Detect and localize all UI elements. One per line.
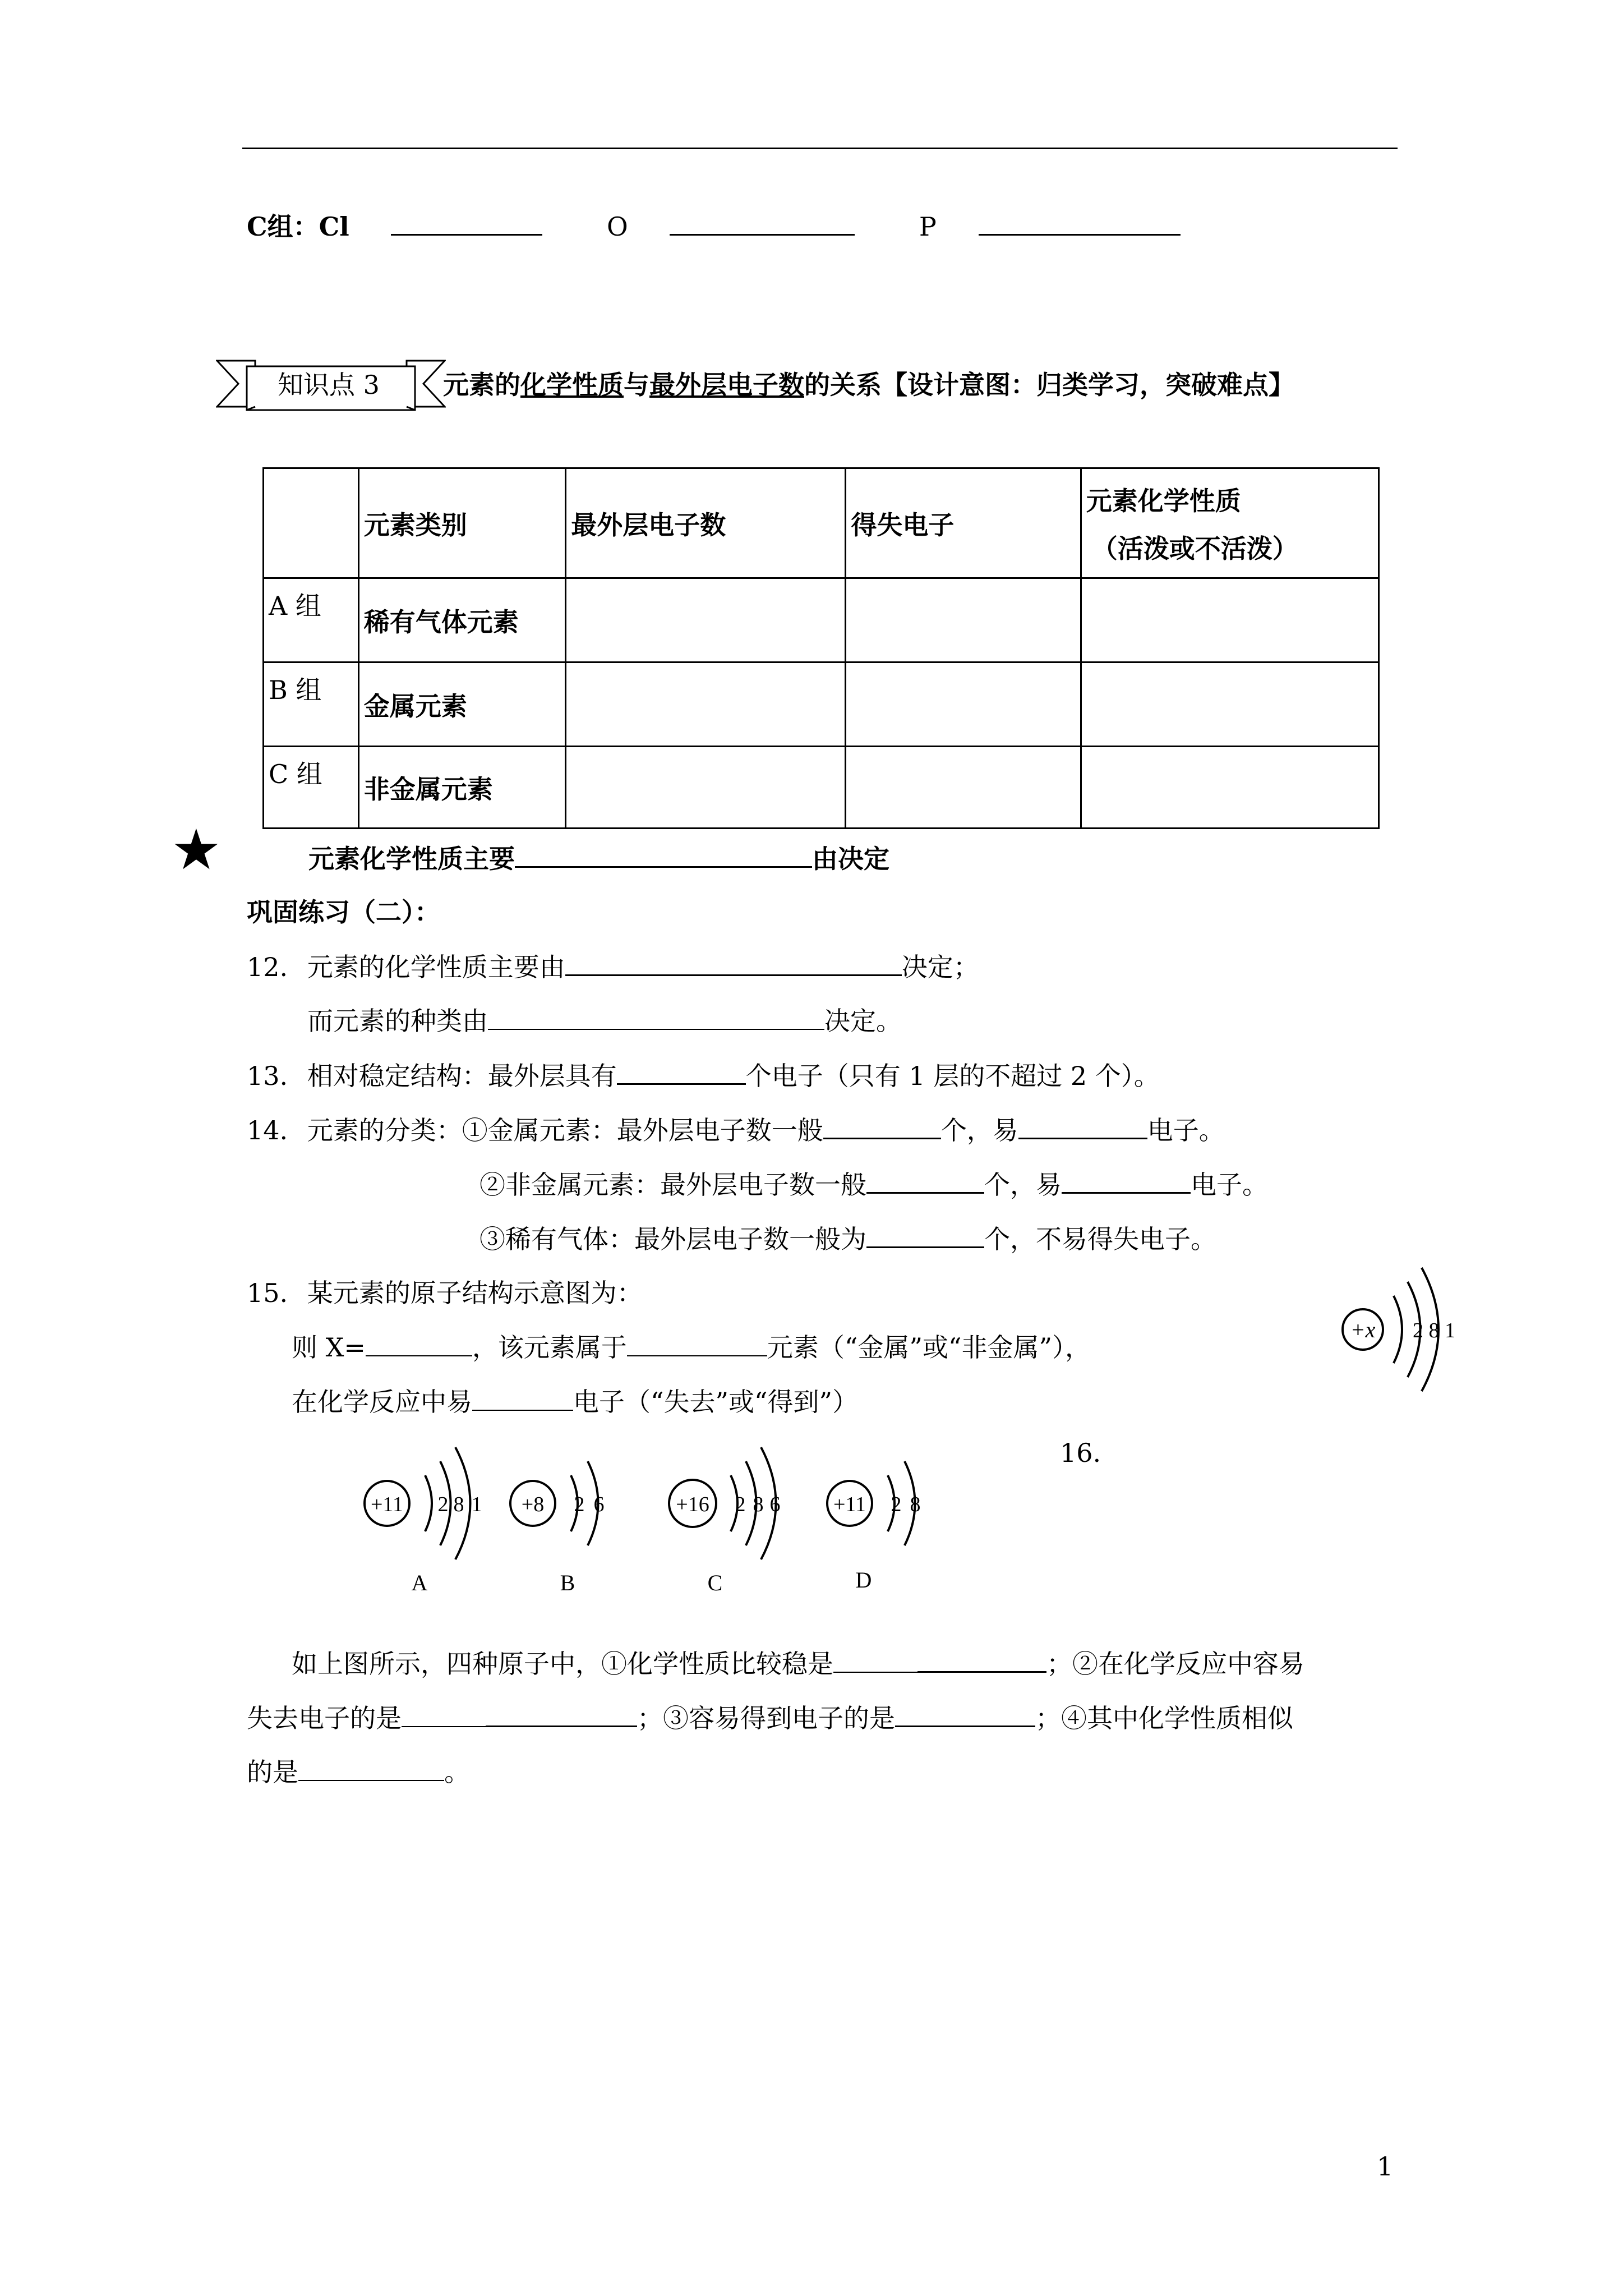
row-category: 稀有气体元素 [358, 578, 565, 662]
title-pre: 元素的 [443, 370, 520, 400]
q14-l1-text-a: 元素的分类：①金属元素：最外层电子数一般 [307, 1115, 823, 1145]
q14-line3 [479, 1222, 1216, 1256]
table-header-empty [264, 468, 359, 578]
atom-c-shell-1: 2 [735, 1493, 746, 1516]
q16-text-l1a: 如上图所示，四种原子中，①化学性质比较稳是 [292, 1649, 833, 1679]
title-underline-2: 最外层电子数 [649, 370, 804, 400]
q16-text-l2c: ；④其中化学性质相似 [1035, 1703, 1293, 1733]
atom-c-shell-3: 6 [769, 1493, 781, 1516]
q16-line1 [292, 1646, 1304, 1681]
p-label: P [919, 211, 937, 242]
q16-blank-2a[interactable] [402, 1701, 486, 1727]
row-cell-blank[interactable] [1081, 578, 1378, 662]
title-mid: 与 [624, 370, 649, 400]
atom-c [669, 1447, 781, 1595]
q15-blank-x[interactable] [366, 1331, 472, 1356]
atom-d-shell-1: 2 [891, 1493, 902, 1516]
title-post: 的关系【设计意图：归类学习，突破难点】 [804, 370, 1294, 400]
q15-text-b3: 元素（“金属”或“非金属”）， [767, 1332, 1091, 1363]
atom-c-nucleus: +16 [676, 1493, 709, 1516]
q14-l1-blank-1[interactable] [823, 1113, 941, 1139]
q16-blank-2b[interactable] [486, 1701, 637, 1727]
q12-line2 [307, 1004, 902, 1038]
q16-line3 [247, 1755, 470, 1789]
table-header-gain-loss: 得失电子 [846, 468, 1081, 578]
q14-l3-blank[interactable] [866, 1222, 984, 1248]
title-underline-1: 化学性质 [520, 370, 624, 400]
q16-text-l3a: 的是 [247, 1757, 298, 1787]
row-cell-blank[interactable] [846, 747, 1081, 829]
q14-l1-text-b: 个，易 [940, 1115, 1018, 1145]
q12-text-c: 而元素的种类由 [307, 1006, 488, 1036]
q14-l3-text-a: ③稀有气体：最外层电子数一般为 [479, 1224, 866, 1254]
o-label: O [606, 211, 628, 242]
table-row [264, 578, 1379, 662]
q16-blank-1b[interactable] [917, 1646, 1046, 1673]
atom-b [510, 1461, 605, 1595]
q15-atom-diagram [1332, 1262, 1478, 1397]
section3-title [443, 368, 1294, 402]
q15-line3 [292, 1385, 858, 1419]
q12-text-d: 决定。 [824, 1006, 902, 1036]
q14-l1-blank-2[interactable] [1018, 1113, 1147, 1139]
q16-line2 [247, 1701, 1293, 1735]
atom-c-label: C [707, 1570, 723, 1595]
q15-shells: 2 8 1 [1413, 1319, 1455, 1342]
row-cell-blank[interactable] [1081, 662, 1378, 747]
q14-l2-text-a: ②非金属元素：最外层电子数一般 [479, 1170, 866, 1200]
element-property-table [262, 467, 1380, 829]
q16-text-l2a: 失去电子的是 [247, 1703, 402, 1733]
q12-num: 12. [247, 952, 288, 982]
q16-blank-3[interactable] [298, 1755, 444, 1781]
atom-a-nucleus: +11 [370, 1493, 404, 1516]
c-group-line [247, 209, 1181, 243]
q15-text-b2: ，该元素属于 [472, 1332, 627, 1363]
star-blank[interactable] [515, 841, 812, 868]
q16-blank-1a[interactable] [833, 1647, 917, 1673]
atom-b-shell-2: 6 [593, 1493, 605, 1516]
q14-l3-text-b: 个，不易得失电子。 [984, 1224, 1216, 1254]
q15-text-c1: 在化学反应中易 [292, 1387, 472, 1417]
header-rule [242, 148, 1398, 149]
q14-l2-blank-1[interactable] [866, 1167, 984, 1194]
table-header-category: 元素类别 [358, 468, 565, 578]
table-row [264, 747, 1379, 829]
q15-nucleus: +x [1350, 1317, 1376, 1342]
row-category: 金属元素 [358, 662, 565, 747]
cl-blank[interactable] [391, 209, 542, 236]
q13-line [247, 1059, 1160, 1093]
row-cell-blank[interactable] [846, 662, 1081, 747]
q15-line2 [292, 1331, 1091, 1364]
q16-text-l3b: 。 [444, 1757, 470, 1787]
atom-a-label: A [411, 1570, 428, 1595]
q16-text-l1b: ；②在化学反应中容易 [1046, 1649, 1304, 1679]
row-group: C 组 [264, 747, 359, 829]
star-line-post: 由决定 [812, 844, 889, 874]
q12-text-b: 决定； [901, 952, 979, 982]
q12-blank-2[interactable] [488, 1004, 824, 1030]
q15-blank-electron[interactable] [472, 1385, 573, 1411]
row-cell-blank[interactable] [566, 747, 846, 829]
knowledge-badge-label: 知识点 3 [278, 370, 380, 400]
q12-text-a: 元素的化学性质主要由 [307, 952, 565, 982]
atoms-diagram [353, 1442, 965, 1604]
atom-b-label: B [560, 1570, 575, 1595]
row-cell-blank[interactable] [1081, 747, 1378, 829]
atom-c-shell-2: 8 [753, 1493, 764, 1516]
row-group: B 组 [264, 662, 359, 747]
q15-blank-type[interactable] [627, 1331, 767, 1356]
atom-a [365, 1447, 482, 1595]
table-row [264, 662, 1379, 747]
q14-l1-text-c: 电子。 [1147, 1115, 1225, 1145]
q14-l2-text-c: 电子。 [1191, 1170, 1268, 1200]
page-number: 1 [1377, 2151, 1394, 2182]
table-header-outer-electrons: 最外层电子数 [566, 468, 846, 578]
q16-blank-2c[interactable] [895, 1701, 1035, 1727]
q12-blank-1[interactable] [565, 950, 902, 976]
chem-property-line-1: 元素化学性质 [1086, 485, 1241, 516]
q13-text-b: 个电子（只有 1 层的不超过 2 个）。 [745, 1061, 1160, 1091]
atom-d [827, 1461, 921, 1593]
star-icon: ★ [171, 817, 222, 882]
q14-l2-blank-2[interactable] [1062, 1167, 1191, 1194]
q15-line1 [247, 1276, 643, 1310]
row-group: A 组 [264, 578, 359, 662]
atom-b-shell-1: 2 [574, 1493, 585, 1516]
q12-line1 [247, 950, 979, 984]
q16-num: 16. [1060, 1438, 1101, 1468]
table-header-chem-property [1081, 468, 1378, 578]
atom-b-nucleus: +8 [521, 1493, 545, 1516]
q15-num: 15. [247, 1278, 288, 1308]
q14-num: 14. [247, 1115, 288, 1145]
q13-blank[interactable] [617, 1059, 746, 1085]
row-cell-blank[interactable] [846, 578, 1081, 662]
atom-d-nucleus: +11 [833, 1493, 866, 1516]
q13-text-a: 相对稳定结构：最外层具有 [307, 1061, 617, 1091]
o-blank[interactable] [670, 209, 855, 236]
atom-d-shell-2: 8 [910, 1493, 921, 1516]
q15-text-a: 某元素的原子结构示意图为： [307, 1278, 643, 1308]
chem-property-line-2: （活泼或不活泼） [1091, 533, 1298, 564]
c-group-label: C组：Cl [247, 211, 349, 242]
atom-a-shell-3: 1 [471, 1493, 482, 1516]
q13-num: 13. [247, 1061, 288, 1091]
practice-title: 巩固练习（二）： [247, 897, 440, 927]
q15-text-b1: 则 X= [292, 1332, 366, 1363]
row-category: 非金属元素 [358, 747, 565, 829]
q14-line2 [479, 1167, 1268, 1202]
q16-text-l2b: ；③容易得到电子的是 [637, 1703, 895, 1733]
star-line-pre: 元素化学性质主要 [308, 844, 515, 874]
q14-l2-text-b: 个，易 [984, 1170, 1062, 1200]
row-cell-blank[interactable] [566, 662, 846, 747]
q14-line1 [247, 1113, 1225, 1147]
star-line [308, 841, 889, 876]
atom-a-shell-1: 2 [437, 1493, 449, 1516]
p-blank[interactable] [979, 209, 1181, 236]
atom-a-shell-2: 8 [453, 1493, 464, 1516]
q15-text-c2: 电子（“失去”或“得到”） [573, 1387, 859, 1417]
atom-d-label: D [855, 1567, 872, 1593]
row-cell-blank[interactable] [566, 578, 846, 662]
